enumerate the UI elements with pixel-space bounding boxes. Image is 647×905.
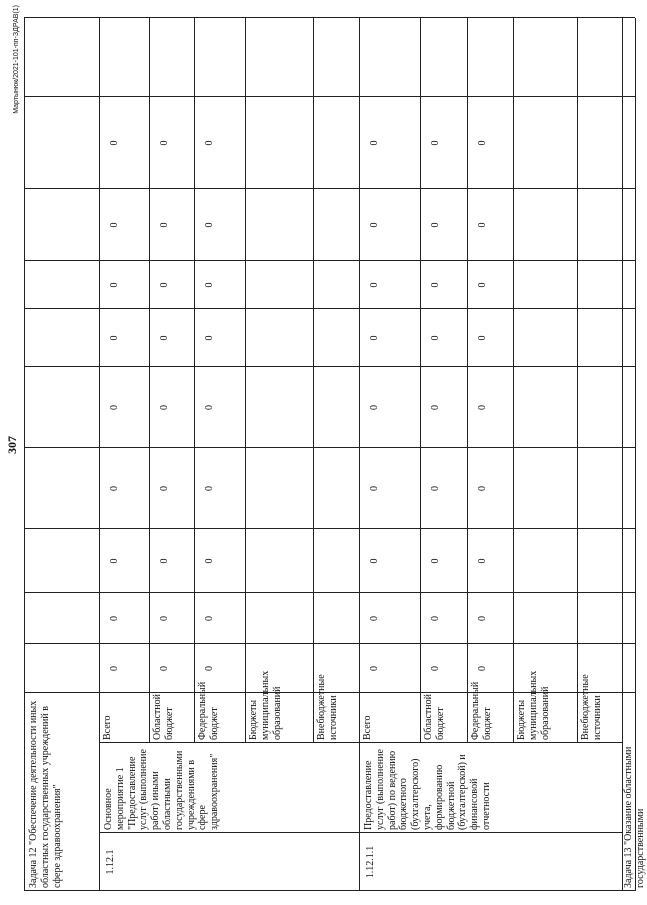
activity-1-12-1-1-source-label: Всего [362, 715, 373, 740]
activity-1-12-1-value-cell: 0 [159, 486, 170, 491]
activity-1-12-1-1-value-cell: 0 [369, 666, 380, 671]
activity-1-12-1-value-cell: 0 [159, 222, 170, 228]
activity-1-12-1-1-value-cell: 0 [477, 666, 488, 671]
activity-1-12-1-1-value-cell: 0 [430, 616, 441, 621]
activity-1-12-1-name: Основное мероприятие 1 "Предоставление услуг (выполнение работ) иными областными государственными учреждениями в сфере здравоохранения" [103, 749, 221, 830]
activity-1-12-1-1-value-cell: 0 [369, 335, 380, 341]
activity-1-12-1-1-value-cell: 0 [430, 140, 441, 146]
activity-1-12-1-1-value-cell: 0 [477, 282, 488, 288]
activity-1-12-1-value-cell: 0 [204, 140, 215, 146]
activity-1-12-1-1-value-cell: 0 [369, 486, 380, 491]
activity-1-12-1-1-value-cell: 0 [430, 282, 441, 288]
activity-1-12-1-source-label: Бюджеты муниципальных образований [248, 670, 283, 740]
activity-1-12-1-1-value-cell: 0 [477, 616, 488, 621]
activity-1-12-1-source-label: Федеральный бюджет [197, 681, 220, 740]
activity-1-12-1-source-label: Областной бюджет [152, 693, 175, 740]
activity-1-12-1-value-cell: 0 [159, 666, 170, 671]
activity-1-12-1-1-value-cell: 0 [477, 405, 488, 410]
activity-1-12-1-value-cell: 0 [204, 666, 215, 671]
activity-1-12-1-value-cell: 0 [159, 282, 170, 288]
activity-1-12-1-value-cell: 0 [109, 486, 120, 491]
activity-1-12-1-value-cell: 0 [159, 558, 170, 564]
activity-1-12-1-1-value-cell: 0 [369, 222, 380, 228]
activity-1-12-1-1-value-cell: 0 [369, 140, 380, 146]
activity-1-12-1-value-cell: 0 [109, 335, 120, 341]
activity-1-12-1-value-cell: 0 [109, 140, 120, 146]
activity-1-12-1-value-cell: 0 [204, 486, 215, 491]
activity-1-12-1-1-value-cell: 0 [369, 616, 380, 621]
activity-1-12-1-value-cell: 0 [204, 558, 215, 564]
page-number: 307 [5, 436, 19, 454]
activity-1-12-1-1-value-cell: 0 [369, 558, 380, 564]
activity-1-12-1-value-cell: 0 [109, 666, 120, 671]
activity-1-12-1-1-value-cell: 0 [369, 405, 380, 410]
activity-1-12-1-1-value-cell: 0 [430, 335, 441, 341]
document-footer-code: Мартынюк/2021-101-пп-ЗДРАВ(1) [13, 5, 20, 114]
activity-1-12-1-source-label: Всего [102, 715, 113, 740]
activity-1-12-1-1-value-cell: 0 [477, 222, 488, 228]
activity-1-12-1-value-cell: 0 [159, 335, 170, 341]
activity-1-12-1-1-value-cell: 0 [477, 140, 488, 146]
activity-1-12-1-1-value-cell: 0 [477, 486, 488, 491]
task-12-title: Задача 12 "Обеспечение деятельности иных областных государственных учреждений в сфере здравоохранения" [28, 700, 63, 888]
activity-1-12-1-value-cell: 0 [109, 616, 120, 621]
activity-1-12-1-1-value-cell: 0 [477, 335, 488, 341]
activity-1-12-1-1-source-label: Областной бюджет [423, 693, 446, 740]
activity-1-12-1-value-cell: 0 [159, 405, 170, 410]
activity-1-12-1-value-cell: 0 [109, 282, 120, 288]
activity-1-12-1-1-name: Предоставление услуг (выполнение работ) по ведению бюджетного (бухгалтерского) учета, формированию бюджетной (бухгалтерской) и финансовой отчетности [363, 749, 492, 830]
activity-1-12-1-value-cell: 0 [159, 140, 170, 146]
activity-1-12-1-1-value-cell: 0 [430, 222, 441, 228]
activity-1-12-1-value-cell: 0 [159, 616, 170, 621]
table-hline [635, 18, 636, 891]
activity-1-12-1-1-source-label: Внебюджетные источники [580, 674, 603, 740]
activity-1-12-1-value-cell: 0 [109, 222, 120, 228]
activity-1-12-1-value-cell: 0 [204, 616, 215, 621]
activity-1-12-1-1-value-cell: 0 [430, 666, 441, 671]
activity-1-12-1-1-source-label: Бюджеты муниципальных образований [516, 670, 551, 740]
activity-1-12-1-1-value-cell: 0 [430, 486, 441, 491]
activity-1-12-1-1-source-label: Федеральный бюджет [470, 681, 493, 740]
table-hline [577, 18, 578, 743]
activity-1-12-1-1-value-cell: 0 [430, 558, 441, 564]
activity-1-12-1-1-value-cell: 0 [430, 405, 441, 410]
table-hline [245, 18, 246, 743]
activity-1-12-1-code: 1.12.1 [105, 849, 116, 875]
activity-1-12-1-value-cell: 0 [204, 405, 215, 410]
activity-1-12-1-value-cell: 0 [204, 222, 215, 228]
activity-1-12-1-1-code: 1.12.1.1 [365, 845, 376, 879]
task-13-title: Задача 13 "Оказание областными государственными [623, 746, 646, 888]
table-hline [313, 18, 314, 743]
table-hline [513, 18, 514, 743]
activity-1-12-1-1-value-cell: 0 [477, 558, 488, 564]
activity-1-12-1-value-cell: 0 [204, 282, 215, 288]
activity-1-12-1-1-value-cell: 0 [369, 282, 380, 288]
activity-1-12-1-value-cell: 0 [109, 405, 120, 410]
table-vline [24, 17, 635, 18]
activity-1-12-1-value-cell: 0 [204, 335, 215, 341]
activity-1-12-1-source-label: Внебюджетные источники [316, 674, 339, 740]
activity-1-12-1-value-cell: 0 [109, 558, 120, 564]
